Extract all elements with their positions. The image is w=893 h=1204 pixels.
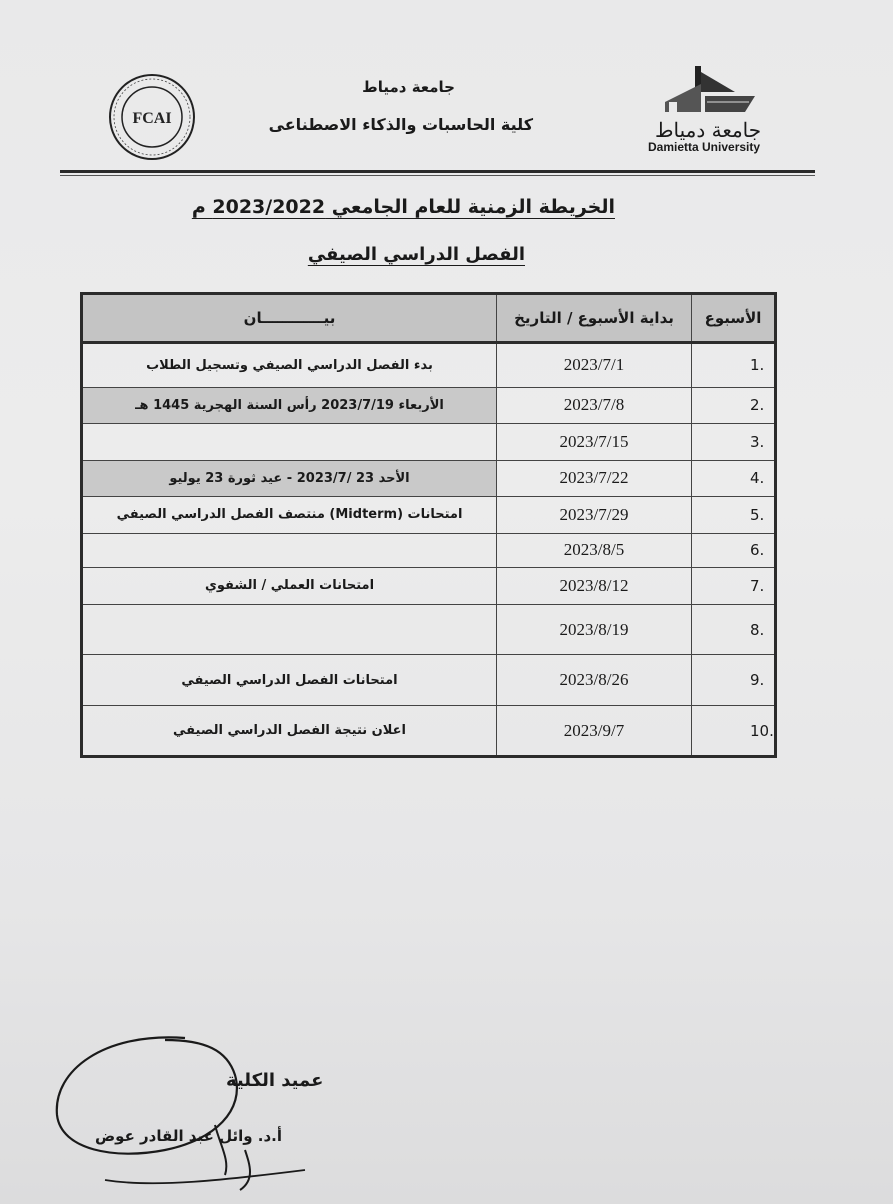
table-row bbox=[82, 533, 776, 568]
faculty-name: كلية الحاسبات والذكاء الاصطناعى bbox=[268, 115, 533, 134]
week-number: 7. bbox=[692, 568, 776, 605]
week-number: 9. bbox=[692, 655, 776, 706]
week-date: 2023/7/15 bbox=[497, 424, 692, 461]
week-description bbox=[82, 533, 497, 568]
page-title: الخريطة الزمنية للعام الجامعي 2023/2022 م bbox=[191, 196, 615, 218]
table-row bbox=[82, 655, 776, 706]
schedule-table bbox=[80, 292, 777, 758]
week-description bbox=[82, 424, 497, 461]
header-rule bbox=[60, 170, 815, 173]
header-statement: بيــــــــــــان bbox=[82, 294, 497, 343]
table-row bbox=[82, 460, 776, 497]
handwritten-signature bbox=[45, 1030, 325, 1200]
week-description: اعلان نتيجة الفصل الدراسي الصيفي bbox=[82, 706, 497, 757]
fcai-logo-text: FCAI bbox=[132, 110, 172, 127]
damietta-logo-english: Damietta University bbox=[648, 140, 761, 154]
week-date: 2023/8/12 bbox=[497, 568, 692, 605]
week-description: الأربعاء 2023/7/19 رأس السنة الهجرية 1445 هـ bbox=[82, 387, 497, 424]
week-number: 4. bbox=[692, 460, 776, 497]
dean-title: عميد الكلية bbox=[226, 1070, 324, 1091]
week-description: الأحد 23 /2023/7 - عيد ثورة 23 يوليو bbox=[82, 460, 497, 497]
table-header-row bbox=[82, 294, 776, 343]
header-week: الأسبوع bbox=[692, 294, 776, 343]
damietta-logo-arabic: جامعة دمياط bbox=[655, 118, 762, 142]
week-number: 1. bbox=[692, 343, 776, 388]
week-date: 2023/8/19 bbox=[497, 604, 692, 655]
week-description bbox=[82, 604, 497, 655]
week-date: 2023/7/29 bbox=[497, 497, 692, 534]
university-name: جامعة دمياط bbox=[362, 78, 455, 96]
week-description: امتحانات العملي / الشفوي bbox=[82, 568, 497, 605]
table-row bbox=[82, 424, 776, 461]
week-number: 3. bbox=[692, 424, 776, 461]
table-row bbox=[82, 706, 776, 757]
fcai-logo bbox=[107, 72, 197, 162]
week-description: بدء الفصل الدراسي الصيفي وتسجيل الطلاب bbox=[82, 343, 497, 388]
header-date: بداية الأسبوع / التاريخ bbox=[497, 294, 692, 343]
week-description: امتحانات (Midterm) منتصف الفصل الدراسي الصيفي bbox=[82, 497, 497, 534]
table-row bbox=[82, 568, 776, 605]
dean-name: أ.د. وائل عبد القادر عوض bbox=[95, 1127, 283, 1145]
week-number: 5. bbox=[692, 497, 776, 534]
table-row bbox=[82, 497, 776, 534]
week-number: 10. bbox=[692, 706, 776, 757]
week-description: امتحانات الفصل الدراسي الصيفي bbox=[82, 655, 497, 706]
week-date: 2023/7/1 bbox=[497, 343, 692, 388]
week-number: 8. bbox=[692, 604, 776, 655]
table-row bbox=[82, 387, 776, 424]
week-number: 6. bbox=[692, 533, 776, 568]
page-subtitle: الفصل الدراسي الصيفي bbox=[307, 244, 525, 265]
table-row bbox=[82, 604, 776, 655]
week-number: 2. bbox=[692, 387, 776, 424]
week-date: 2023/8/5 bbox=[497, 533, 692, 568]
week-date: 2023/7/8 bbox=[497, 387, 692, 424]
week-date: 2023/8/26 bbox=[497, 655, 692, 706]
header-rule-thin bbox=[60, 175, 815, 176]
week-date: 2023/7/22 bbox=[497, 460, 692, 497]
table-row bbox=[82, 343, 776, 388]
week-date: 2023/9/7 bbox=[497, 706, 692, 757]
